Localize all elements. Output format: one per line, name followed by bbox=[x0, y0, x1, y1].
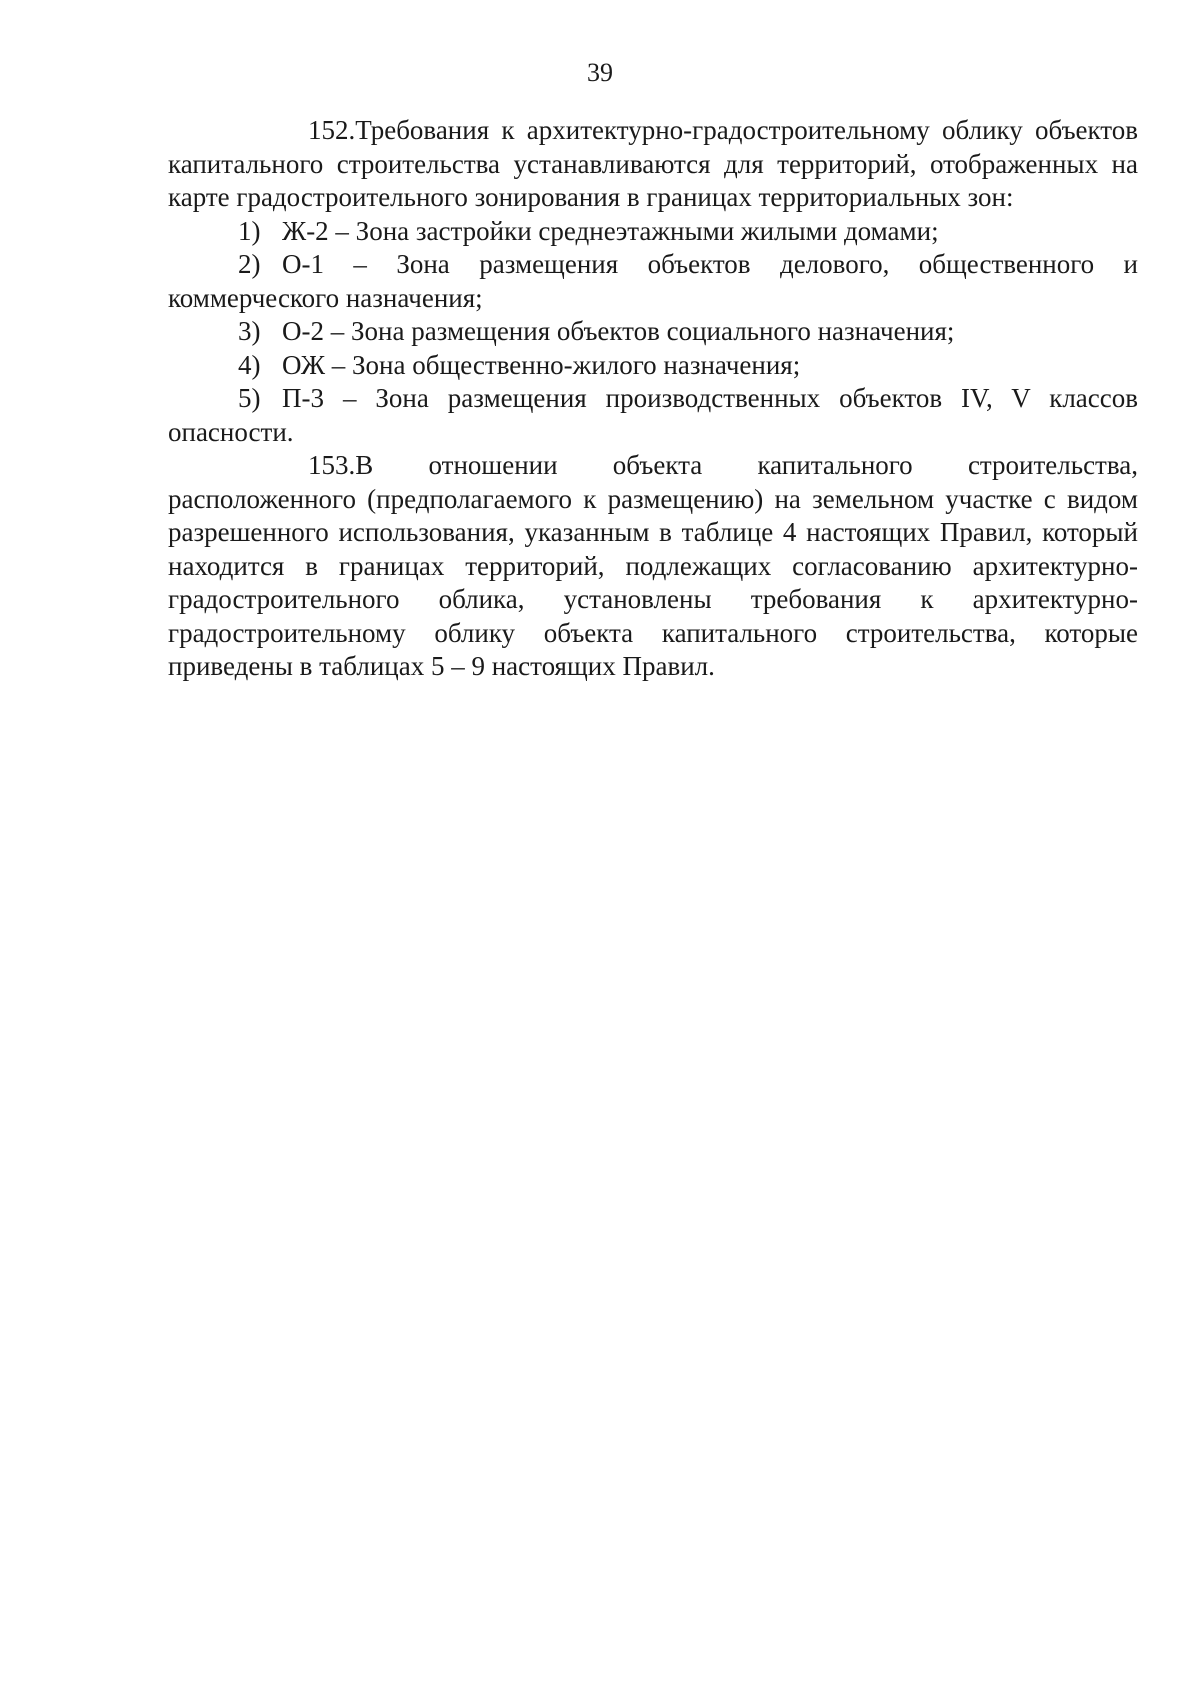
paragraph-152-number: 152. bbox=[308, 115, 356, 145]
list-item-text: О-2 – Зона размещения объектов социального назначения; bbox=[282, 316, 955, 346]
list-item bbox=[168, 349, 1138, 383]
list-item-text: Ж-2 – Зона застройки среднеэтажными жилыми домами; bbox=[282, 215, 939, 246]
paragraph-152-text: Требования к архитектурно-градостроительному облику объектов капитального строительства устанавливаются для территорий, отображенных на карте градостроительного зонирования в границах территориальных зон: bbox=[168, 115, 1138, 212]
paragraph-153-number: 153. bbox=[308, 450, 356, 480]
list-item-text: О-1 – Зона размещения объектов делового, общественного и коммерческого назначения; bbox=[168, 249, 1138, 313]
paragraph-153-text: В отношении объекта капитального строительства, расположенного (предполагаемого к размещению) на земельном участке с видом разрешенного использования, указанным в таблице 4 настоящих Правил, который находится в границах территорий, подлежащих согласованию архитектурно-градостроительного облика, установлены требования к архитектурно-градостроительному облику объекта капитального строительства, которые приведены в таблицах 5 – 9 настоящих Правил. bbox=[168, 450, 1138, 681]
list-item-number: 3) bbox=[238, 316, 261, 346]
paragraph-152 bbox=[168, 114, 1138, 215]
list-item bbox=[168, 215, 1138, 249]
list-item-number: 2) bbox=[238, 249, 261, 279]
list-item-text: П-3 – Зона размещения производственных объектов IV, V классов опасности. bbox=[168, 383, 1138, 447]
list-item bbox=[168, 382, 1138, 449]
list-item bbox=[168, 248, 1138, 315]
list-item bbox=[168, 315, 1138, 349]
paragraph-153 bbox=[168, 449, 1138, 684]
document-body bbox=[168, 114, 1138, 684]
list-item-number: 1) bbox=[238, 215, 261, 246]
page-number: 39 bbox=[587, 58, 613, 87]
list-item-number: 4) bbox=[238, 349, 261, 380]
list-item-number: 5) bbox=[238, 383, 261, 413]
list-item-text: ОЖ – Зона общественно-жилого назначения; bbox=[282, 349, 801, 380]
